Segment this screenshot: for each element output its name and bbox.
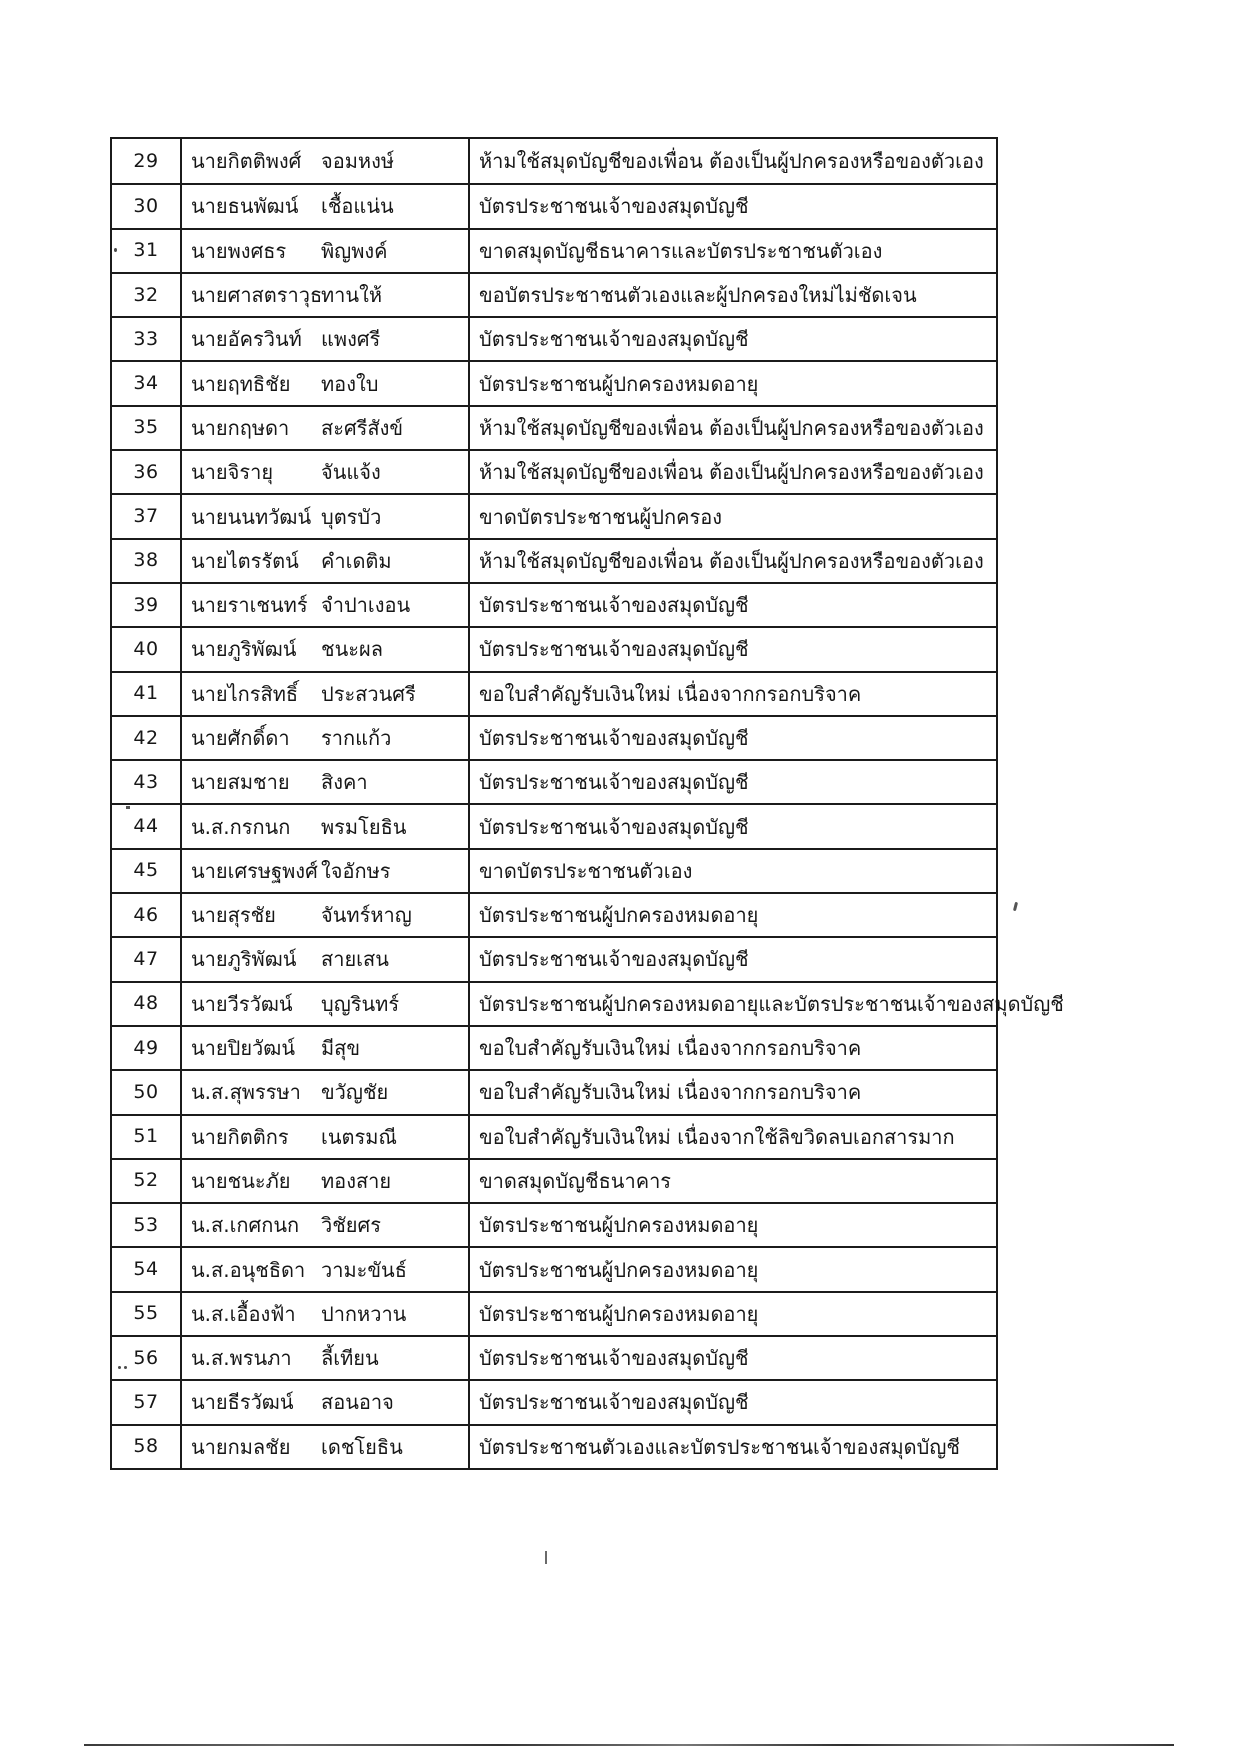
table-row — [112, 1246, 996, 1290]
remark-cell: ห้ามใช้สมุดบัญชีของเพื่อน ต้องเป็นผู้ปกครองหรือของตัวเอง — [479, 149, 984, 174]
name-cell — [182, 1426, 470, 1468]
table-row — [112, 228, 996, 272]
first-name: นายศาสตราวุธ — [191, 283, 323, 308]
table-row — [112, 493, 996, 537]
table-row — [112, 892, 996, 936]
remark-cell: บัตรประชาชนเจ้าของสมุดบัญชี — [479, 770, 749, 795]
row-number: 49 — [112, 1027, 182, 1069]
scan-artifact-bottom-line — [84, 1744, 1174, 1746]
remark-cell: ห้ามใช้สมุดบัญชีของเพื่อน ต้องเป็นผู้ปกครองหรือของตัวเอง — [479, 415, 984, 440]
surname: ประสวนศรี — [321, 681, 416, 706]
row-number: 33 — [112, 318, 182, 360]
remark-cell: บัตรประชาชนเจ้าของสมุดบัญชี — [479, 814, 749, 839]
table-row — [112, 848, 996, 892]
student-document-table — [110, 137, 1064, 1470]
name-cell — [182, 318, 470, 360]
surname: ทานให้ — [321, 283, 383, 308]
remark-cell: บัตรประชาชนผู้ปกครองหมดอายุ — [479, 371, 759, 396]
name-cell — [182, 584, 470, 626]
remark-cell: ห้ามใช้สมุดบัญชีของเพื่อน ต้องเป็นผู้ปกครองหรือของตัวเอง — [479, 548, 984, 573]
first-name: นายชนะภัย — [191, 1168, 291, 1193]
name-cell — [182, 451, 470, 493]
first-name: นายไกรสิทธิ์ — [191, 681, 299, 706]
row-number: 38 — [112, 540, 182, 582]
surname: บุญรินทร์ — [321, 991, 400, 1016]
row-number: 34 — [112, 362, 182, 404]
row-number: 32 — [112, 274, 182, 316]
row-number: 45 — [112, 850, 182, 892]
table-row — [112, 183, 996, 227]
remark-cell: ห้ามใช้สมุดบัญชีของเพื่อน ต้องเป็นผู้ปกครองหรือของตัวเอง — [479, 460, 984, 485]
first-name: น.ส.กรกนก — [191, 814, 291, 839]
name-cell — [182, 1160, 470, 1202]
surname: สะศรีสังข์ — [321, 415, 404, 440]
table-row — [112, 1335, 996, 1379]
remark-cell: บัตรประชาชนผู้ปกครองหมดอายุ — [479, 1213, 759, 1238]
surname: สิงคา — [321, 770, 368, 795]
surname: ชนะผล — [321, 637, 383, 662]
first-name: นายปิยวัฒน์ — [191, 1036, 296, 1061]
remark-cell: บัตรประชาชนเจ้าของสมุดบัญชี — [479, 1346, 749, 1371]
name-cell — [182, 1293, 470, 1335]
surname: วิชัยศร — [321, 1213, 381, 1238]
remark-cell: บัตรประชาชนตัวเองและบัตรประชาชนเจ้าของสมุดบัญชี — [479, 1434, 960, 1459]
table-row — [112, 1158, 996, 1202]
table-row — [112, 1379, 996, 1423]
name-cell — [182, 1027, 470, 1069]
remark-cell: บัตรประชาชนเจ้าของสมุดบัญชี — [479, 593, 749, 618]
row-number: 37 — [112, 495, 182, 537]
first-name: นายวีรวัฒน์ — [191, 991, 293, 1016]
first-name: นายอัครวินท์ — [191, 327, 302, 352]
first-name: น.ส.อนุชธิดา — [191, 1257, 306, 1282]
surname: แพงศรี — [321, 327, 381, 352]
name-cell — [182, 894, 470, 936]
first-name: นายภูริพัฒน์ — [191, 637, 297, 662]
first-name: นายกมลชัย — [191, 1434, 291, 1459]
name-cell — [182, 1116, 470, 1158]
remark-cell: บัตรประชาชนเจ้าของสมุดบัญชี — [479, 194, 749, 219]
table-row — [112, 272, 996, 316]
remark-cell: ขาดสมุดบัญชีธนาคารและบัตรประชาชนตัวเอง — [479, 238, 883, 263]
table-row — [112, 671, 996, 715]
table-row — [112, 759, 996, 803]
remark-cell: ขาดบัตรประชาชนผู้ปกครอง — [479, 504, 722, 529]
row-number: 48 — [112, 983, 182, 1025]
name-cell — [182, 805, 470, 847]
first-name: นายจิรายุ — [191, 460, 274, 485]
surname: เดชโยธิน — [321, 1434, 403, 1459]
remark-cell: บัตรประชาชนเจ้าของสมุดบัญชี — [479, 1390, 749, 1415]
table-row — [112, 1202, 996, 1246]
row-number: 42 — [112, 717, 182, 759]
remark-cell: บัตรประชาชนเจ้าของสมุดบัญชี — [479, 947, 749, 972]
surname: ใจอักษร — [321, 858, 391, 883]
table-row — [112, 538, 996, 582]
first-name: นายเศรษฐพงศ์ — [191, 858, 318, 883]
first-name: นายกฤษดา — [191, 415, 290, 440]
name-cell — [182, 185, 470, 227]
first-name: น.ส.เกศกนก — [191, 1213, 300, 1238]
first-name: นายธีรวัฒน์ — [191, 1390, 294, 1415]
remark-cell: ขาดสมุดบัญชีธนาคาร — [479, 1168, 672, 1193]
name-cell — [182, 139, 470, 183]
table-row — [112, 360, 996, 404]
row-number: 52 — [112, 1160, 182, 1202]
name-cell — [182, 230, 470, 272]
surname: วามะขันธ์ — [321, 1257, 407, 1282]
row-number: 50 — [112, 1071, 182, 1113]
name-cell — [182, 1248, 470, 1290]
surname: ทองสาย — [321, 1168, 392, 1193]
first-name: น.ส.เอื้องฟ้า — [191, 1301, 296, 1326]
surname: เชื้อแน่น — [321, 194, 394, 219]
surname: จอมหงษ์ — [321, 149, 395, 174]
row-number: 57 — [112, 1381, 182, 1423]
row-number: 58 — [112, 1426, 182, 1468]
first-name: นายภูริพัฒน์ — [191, 947, 297, 972]
scan-artifact-tick — [545, 1551, 547, 1564]
name-cell — [182, 1337, 470, 1379]
first-name: น.ส.พรนภา — [191, 1346, 292, 1371]
name-cell — [182, 717, 470, 759]
first-name: นายพงศธร — [191, 238, 287, 263]
first-name: นายกิตติพงศ์ — [191, 149, 302, 174]
row-number: 39 — [112, 584, 182, 626]
name-cell — [182, 1071, 470, 1113]
name-cell — [182, 540, 470, 582]
first-name: นายศักดิ์ดา — [191, 726, 290, 750]
table-row — [112, 449, 996, 493]
surname: มีสุข — [321, 1036, 361, 1061]
surname: ขวัญชัย — [321, 1080, 389, 1105]
table-row — [112, 1114, 996, 1158]
table-row — [112, 405, 996, 449]
table-row — [112, 316, 996, 360]
row-number: 54 — [112, 1248, 182, 1290]
table-row — [112, 1025, 996, 1069]
remark-cell: บัตรประชาชนผู้ปกครองหมดอายุและบัตรประชาชนเจ้าของสมุดบัญชี — [479, 991, 1064, 1016]
first-name: นายราเชนทร์ — [191, 593, 308, 618]
row-number: 31 — [112, 230, 182, 272]
name-cell — [182, 628, 470, 670]
remark-cell: บัตรประชาชนเจ้าของสมุดบัญชี — [479, 327, 749, 352]
surname: พิญพงค์ — [321, 238, 388, 263]
surname: สายเสน — [321, 947, 389, 972]
remark-cell: บัตรประชาชนผู้ปกครองหมดอายุ — [479, 1301, 759, 1326]
row-number: 40 — [112, 628, 182, 670]
table-row — [112, 1424, 996, 1468]
row-number: 35 — [112, 407, 182, 449]
surname: ปากหวาน — [321, 1301, 407, 1326]
row-number: 53 — [112, 1204, 182, 1246]
name-cell — [182, 1381, 470, 1423]
name-cell — [182, 495, 470, 537]
surname: รากแก้ว — [321, 726, 392, 750]
row-number: 46 — [112, 894, 182, 936]
surname: สอนอาจ — [321, 1390, 394, 1415]
first-name: นายกิตติกร — [191, 1124, 289, 1149]
name-cell — [182, 850, 470, 892]
name-cell — [182, 362, 470, 404]
row-number: 43 — [112, 761, 182, 803]
first-name: นายนนทวัฒน์ — [191, 504, 312, 529]
scan-artifact-speck — [1013, 902, 1018, 911]
remark-cell: บัตรประชาชนเจ้าของสมุดบัญชี — [479, 726, 749, 750]
row-number: 51 — [112, 1116, 182, 1158]
row-number: 47 — [112, 938, 182, 980]
first-name: นายไตรรัตน์ — [191, 548, 299, 573]
remark-cell: ขอใบสำคัญรับเงินใหม่ เนื่องจากกรอกบริจาค — [479, 1036, 862, 1061]
remark-cell: ขาดบัตรประชาชนตัวเอง — [479, 858, 693, 883]
row-number: 41 — [112, 673, 182, 715]
table-row — [112, 139, 996, 183]
table-row — [112, 936, 996, 980]
table-row — [112, 803, 996, 847]
first-name: นายสมชาย — [191, 770, 290, 795]
surname: จันทร์หาญ — [321, 903, 412, 928]
table-row — [112, 582, 996, 626]
name-cell — [182, 407, 470, 449]
remark-cell: ขอใบสำคัญรับเงินใหม่ เนื่องจากกรอกบริจาค — [479, 1080, 862, 1105]
surname: บุตรบัว — [321, 504, 382, 529]
row-number: 44 — [112, 805, 182, 847]
surname: ลี้เทียน — [321, 1346, 379, 1371]
remark-cell: บัตรประชาชนเจ้าของสมุดบัญชี — [479, 637, 749, 662]
surname: จันแจ้ง — [321, 460, 381, 485]
first-name: นายฤทธิชัย — [191, 371, 291, 396]
surname: พรมโยธิน — [321, 814, 407, 839]
table-row — [112, 981, 1064, 1025]
name-cell — [182, 673, 470, 715]
table-row — [112, 1291, 996, 1335]
surname: เนตรมณี — [321, 1124, 397, 1149]
surname: จำปาเงอน — [321, 593, 411, 618]
first-name: นายธนพัฒน์ — [191, 194, 299, 219]
remark-cell: ขอบัตรประชาชนตัวเองและผู้ปกครองใหม่ไม่ชัดเจน — [479, 283, 917, 308]
table-row — [112, 626, 996, 670]
remark-cell: ขอใบสำคัญรับเงินใหม่ เนื่องจากกรอกบริจาค — [479, 681, 862, 706]
row-number: 30 — [112, 185, 182, 227]
remark-cell: ขอใบสำคัญรับเงินใหม่ เนื่องจากใช้ลิขวิดลบเอกสารมาก — [479, 1124, 955, 1149]
row-number: 36 — [112, 451, 182, 493]
name-cell — [182, 274, 470, 316]
name-cell — [182, 983, 470, 1025]
table-row — [112, 715, 996, 759]
name-cell — [182, 761, 470, 803]
name-cell — [182, 938, 470, 980]
first-name: นายสุรชัย — [191, 903, 276, 928]
row-number: 29 — [112, 139, 182, 183]
surname: คำเดติม — [321, 548, 392, 573]
remark-cell: บัตรประชาชนผู้ปกครองหมดอายุ — [479, 1257, 759, 1282]
surname: ทองใบ — [321, 371, 379, 396]
first-name: น.ส.สุพรรษา — [191, 1080, 301, 1105]
table-row — [112, 1069, 996, 1113]
row-number: 55 — [112, 1293, 182, 1335]
row-number: 56 — [112, 1337, 182, 1379]
remark-cell: บัตรประชาชนผู้ปกครองหมดอายุ — [479, 903, 759, 928]
name-cell — [182, 1204, 470, 1246]
